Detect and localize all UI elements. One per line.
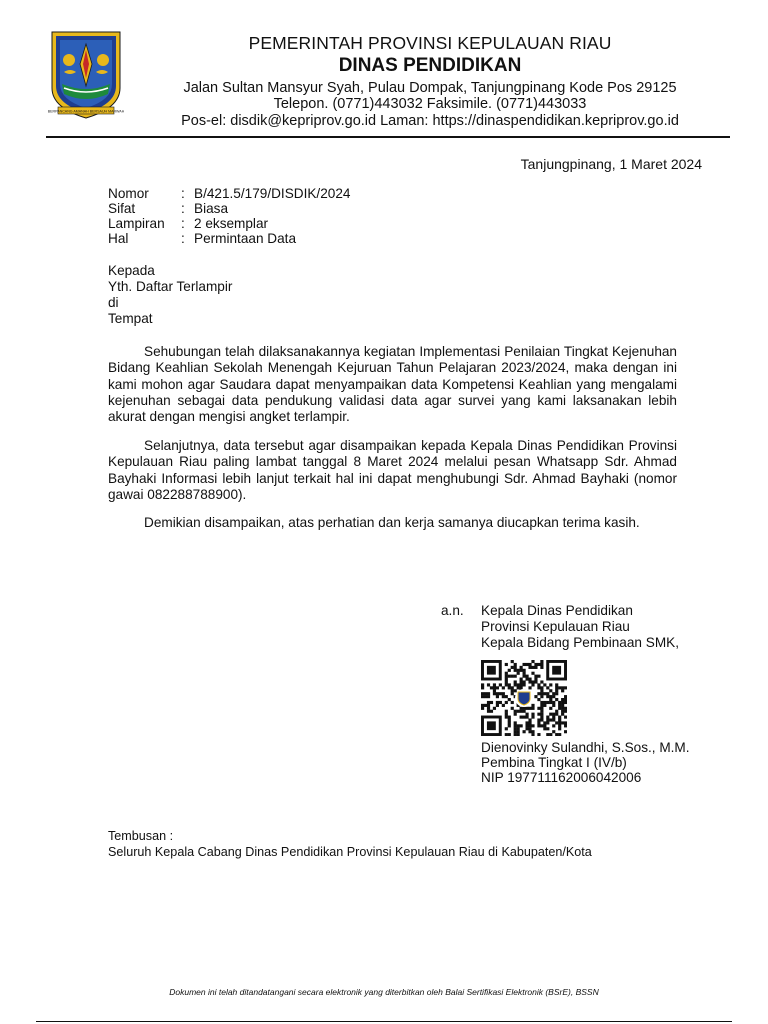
meta-value: Permintaan Data [194, 231, 297, 246]
office-address: Jalan Sultan Mansyur Syah, Pulau Dompak, Tanjungpinang Kode Pos 29125 [183, 80, 677, 96]
meta-value: B/421.5/179/DISDIK/2024 [194, 186, 351, 201]
agency-name: DINAS PENDIDIKAN [338, 55, 522, 76]
office-contact: Pos-el: disdik@kepriprov.go.id Laman: https://dinaspendidikan.kepriprov.go.id [181, 113, 679, 129]
signer-title-3: Kepala Bidang Pembinaan SMK, [481, 635, 679, 650]
cc-item: Seluruh Kepala Cabang Dinas Pendidikan Provinsi Kepulauan Riau di Kabupaten/Kota [108, 845, 592, 859]
cc-label: Tembusan : [108, 829, 174, 843]
letterhead-divider [46, 136, 730, 138]
meta-colon: : [181, 186, 185, 201]
recipient-di: di [108, 295, 119, 310]
meta-label: Sifat [108, 201, 136, 216]
signer-name: Dienovinky Sulandhi, S.Sos., M.M. [481, 740, 690, 755]
electronic-signature-note: Dokumen ini telah ditandatangani secara elektronik yang diterbitkan oleh Balai Sertifikasi Elektronik (BSrE), BSSN [169, 987, 599, 997]
recipient-kepada: Kepada [108, 263, 155, 278]
body-paragraph-3: Demikian disampaikan, atas perhatian dan kerja samanya diucapkan terima kasih. [144, 515, 640, 530]
meta-label: Lampiran [108, 216, 165, 231]
meta-colon: : [181, 231, 185, 246]
office-phone: Telepon. (0771)443032 Faksimile. (0771)443033 [273, 96, 587, 112]
meta-label: Hal [108, 231, 129, 246]
footer-divider [36, 1021, 732, 1022]
signer-nip: NIP 197711162006042006 [481, 770, 642, 785]
logo-motto-text: BERPANCANG AMANAH BERSAUH MARWAH [48, 109, 124, 114]
letter-date: Tanjungpinang, 1 Maret 2024 [520, 156, 702, 172]
signature-an: a.n. [441, 603, 464, 618]
signer-rank: Pembina Tingkat I (IV/b) [481, 755, 627, 770]
signature-qr-code [481, 660, 567, 736]
meta-colon: : [181, 201, 185, 216]
signer-title-2: Provinsi Kepulauan Riau [481, 619, 630, 634]
recipient-name: Yth. Daftar Terlampir [108, 279, 233, 294]
meta-value: Biasa [194, 201, 229, 216]
signer-title-1: Kepala Dinas Pendidikan [481, 603, 633, 618]
body-paragraph-1: Sehubungan telah dilaksanakannya kegiatan Implementasi Penilaian Tingkat Kejenuhan Bidang Keahlian Sekolah Menengah Kejuruan Tahun Pelajaran 2023/2024, maka dengan ini kami mohon agar Saudara dapat menyampaikan data Kompetensi Keahlian yang mengalami kejenuhan sebagai data pendukung validasi data agar survei yang kami laksanakan lebih akurat dengan mengisi angket terlampir. [108, 344, 677, 425]
meta-label: Nomor [108, 186, 149, 201]
meta-colon: : [181, 216, 185, 231]
meta-value: 2 eksemplar [194, 216, 269, 231]
government-name: PEMERINTAH PROVINSI KEPULAUAN RIAU [248, 33, 612, 53]
provincial-emblem-logo [48, 28, 124, 120]
body-paragraph-2: Selanjutnya, data tersebut agar disampaikan kepada Kepala Dinas Pendidikan Provinsi Kepulauan Riau paling lambat tanggal 8 Maret 2024 melalui pesan Whatsapp Sdr. Ahmad Bayhaki Informasi lebih lanjut terkait hal ini dapat menghubungi Sdr. Ahmad Bayhaki (nomor gawai 082288788900). [108, 438, 677, 502]
recipient-place: Tempat [108, 311, 153, 326]
